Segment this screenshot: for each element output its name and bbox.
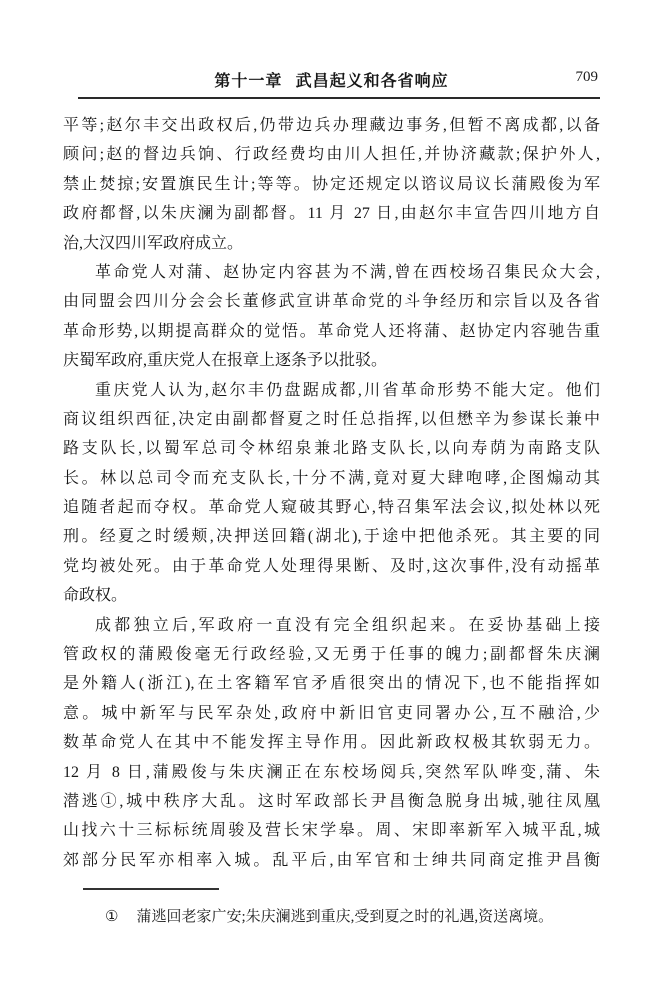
footnote-rule bbox=[83, 888, 219, 890]
text-line: 政府都督,以朱庆澜为副都督。11 月 27 日,由赵尔丰宣告四川地方自 bbox=[63, 205, 600, 223]
text-line: 长。林以总司令而充支队长,十分不满,竟对夏大肆咆哮,企图煽动其 bbox=[63, 469, 600, 487]
text-line: 管政权的蒲殿俊毫无行政经验,又无勇于任事的魄力;副都督朱庆澜 bbox=[63, 646, 600, 664]
text-line: 刑。经夏之时缓颊,决押送回籍(湖北),于途中把他杀死。其主要的同 bbox=[63, 528, 600, 546]
text-line: 是外籍人(浙江),在土客籍军官矛盾很突出的情况下,也不能指挥如 bbox=[63, 675, 600, 693]
text-line: 由同盟会四川分会会长董修武宣讲革命党的斗争经历和宗旨以及各省 bbox=[63, 293, 600, 311]
text-line: 禁止焚掠;安置旗民生计;等等。协定还规定以谘议局议长蒲殿俊为军 bbox=[63, 175, 600, 193]
text-line: 郊部分民军亦相率入城。乱平后,由军官和士绅共同商定推尹昌衡 bbox=[63, 851, 600, 869]
paragraph bbox=[63, 611, 600, 876]
text-line: 重庆党人认为,赵尔丰仍盘踞成都,川省革命形势不能大定。他们 bbox=[95, 381, 600, 399]
text-line: 顾问;赵的督边兵饷、行政经费均由川人担任,并协济藏款;保护外人, bbox=[63, 146, 600, 164]
paragraph bbox=[63, 258, 600, 376]
text-line: 潜逃①,城中秩序大乱。这时军政部长尹昌衡急脱身出城,驰往凤凰 bbox=[63, 792, 600, 810]
paragraph bbox=[63, 111, 600, 258]
text-line: 追随者起而夺权。革命党人窥破其野心,特召集军法会议,拟处林以死 bbox=[63, 499, 600, 517]
text-line: 平等;赵尔丰交出政权后,仍带边兵办理藏边事务,但暂不离成都,以备 bbox=[63, 117, 600, 134]
text-line: 治,大汉四川军政府成立。 bbox=[63, 234, 244, 252]
text-line: 成都独立后,军政府一直没有完全组织起来。在妥协基础上接 bbox=[95, 616, 600, 634]
page-number: 709 bbox=[575, 69, 598, 85]
text-line: 商议组织西征,决定由副都督夏之时任总指挥,以但懋辛为参谋长兼中 bbox=[63, 410, 600, 428]
header-rule bbox=[78, 97, 600, 99]
text-line: 山找六十三标标统周骏及营长宋学皋。周、宋即率新军入城平乱,城 bbox=[63, 822, 600, 840]
text-line: 命政权。 bbox=[63, 587, 128, 605]
page-header bbox=[63, 68, 600, 94]
text-line: 党均被处死。由于革命党人处理得果断、及时,这次事件,没有动摇革 bbox=[63, 557, 600, 575]
text-line: 路支队长,以蜀军总司令林绍泉兼北路支队长,以向寿荫为南路支队 bbox=[63, 440, 600, 458]
text-line: 庆蜀军政府,重庆党人在报章上逐条予以批驳。 bbox=[63, 352, 388, 370]
text-line: 数革命党人在其中不能发挥主导作用。因此新政权极其软弱无力。 bbox=[63, 734, 600, 752]
page-body bbox=[63, 111, 600, 875]
text-line: 革命形势,以期提高群众的觉悟。革命党人还将蒲、赵协定内容驰告重 bbox=[63, 322, 600, 340]
footnote-marker: ① bbox=[105, 909, 119, 925]
text-line: 意。城中新军与民军杂处,政府中新旧官吏同署办公,互不融洽,少 bbox=[63, 704, 600, 722]
footnote bbox=[63, 904, 600, 930]
text-line: 12 月 8 日,蒲殿俊与朱庆澜正在东校场阅兵,突然军队哗变,蒲、朱 bbox=[63, 763, 600, 781]
paragraph bbox=[63, 376, 600, 611]
footnote-text: 蒲逃回老家广安;朱庆澜逃到重庆,受到夏之时的礼遇,资送离境。 bbox=[136, 909, 554, 925]
text-line: 革命党人对蒲、赵协定内容甚为不满,曾在西校场召集民众大会, bbox=[95, 263, 600, 281]
running-head-chapter-title: 第十一章 武昌起义和各省响应 bbox=[214, 71, 449, 90]
